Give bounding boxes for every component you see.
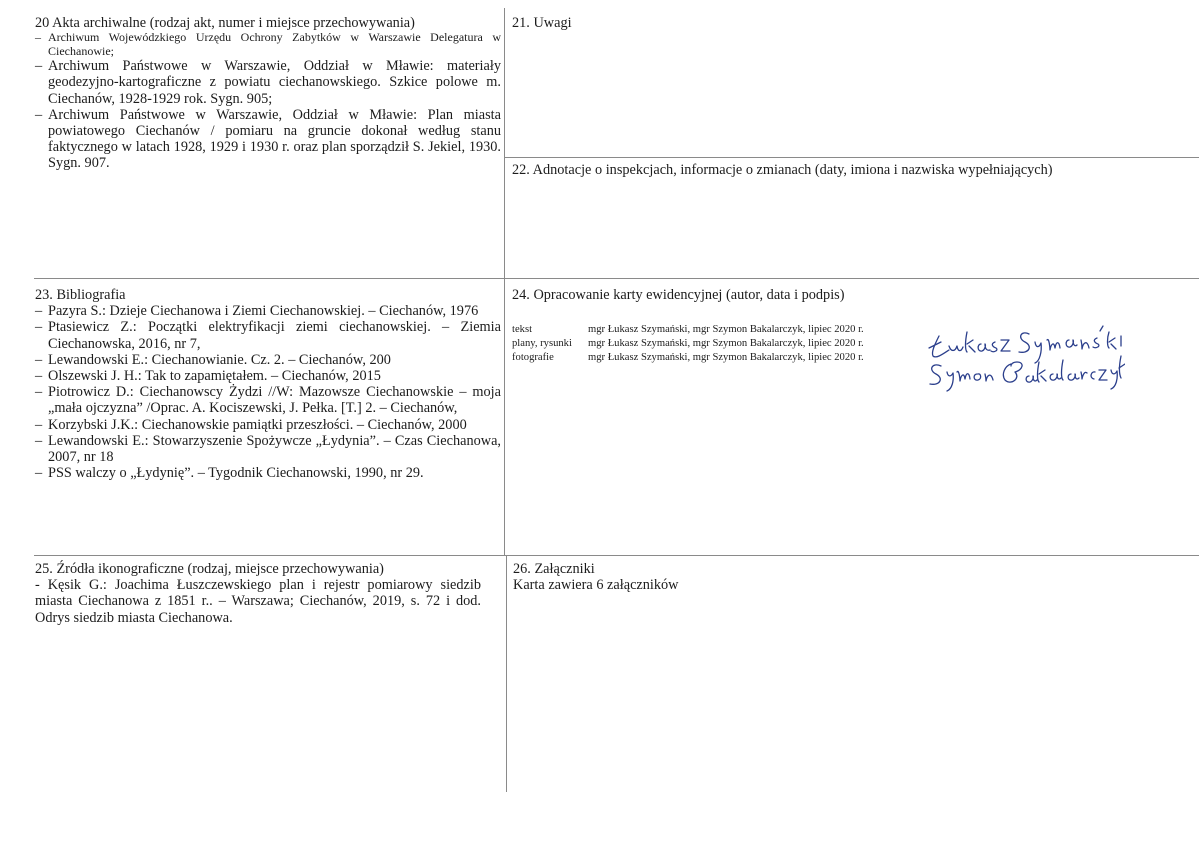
archival-records-list (35, 31, 501, 171)
list-item: – Olszewski J. H.: Tak to zapamiętałem. – Ciechanów, 2015 (35, 368, 501, 384)
section-21-heading: 21. Uwagi (512, 15, 572, 31)
list-item: – Ptasiewicz Z.: Początki elektryfikacji ziemi ciechanowskiej. – Ziemia Ciechanowska, 2016, nr 7, (35, 319, 501, 351)
signature-stroke-1 (929, 336, 949, 357)
section-inspection-notes (512, 162, 1192, 178)
credits-table (512, 323, 864, 364)
row-divider-22 (505, 157, 1199, 158)
row-divider-23 (34, 278, 1199, 279)
credit-label: fotografie (512, 351, 554, 363)
list-item: – Lewandowski E.: Ciechanowianie. Cz. 2. – Ciechanów, 200 (35, 352, 501, 368)
section-24-heading: 24. Opracowanie karty ewidencyjnej (autor, data i podpis) (512, 287, 845, 303)
signature-stroke-4b (1050, 356, 1125, 389)
section-23-heading: 23. Bibliografia (35, 287, 126, 303)
iconographic-source-entry: - Kęsik G.: Joachima Łuszczewskiego plan i rejestr pomiarowy siedzib miasta Ciechanowa z 1851 r.. – Warszawa; Ciechanów, 2019, s. 72 i dod. Odrys siedzib miasta Ciechanowa. (35, 577, 481, 626)
section-card-preparation (512, 287, 1192, 303)
credit-row-plans (512, 337, 864, 351)
section-archival-records (35, 15, 501, 172)
bibliography-list (35, 303, 501, 481)
list-item: – Piotrowicz D.: Ciechanowscy Żydzi //W: Mazowsze Ciechanowskie – moja „mała ojczyzna” /Oprac. A. Kociszewski, J. Pełka. [T.] 2. – Ciechanów, (35, 384, 501, 416)
list-item: – Archiwum Państwowe w Warszawie, Oddział w Mławie: materiały geodezyjno-kartograficzne z powiatu ciechanowskiego. Szkice polowe m. Ciechanów, 1928-1929 rok. Sygn. 905; (35, 58, 501, 107)
list-item: – Pazyra S.: Dzieje Ciechanowa i Ziemi Ciechanowskiej. – Ciechanów, 1976 (35, 303, 501, 319)
section-25-heading: 25. Źródła ikonograficzne (rodzaj, miejsce przechowywania) (35, 561, 384, 577)
credit-label: plany, rysunki (512, 337, 572, 349)
section-22-heading: 22. Adnotacje o inspekcjach, informacje o zmianach (daty, imiona i nazwiska wypełniających) (512, 162, 1053, 178)
list-item: – PSS walczy o „Łydynię”. – Tygodnik Ciechanowski, 1990, nr 29. (35, 465, 501, 481)
signature-stroke-1c (978, 340, 1010, 352)
list-item: – Archiwum Państwowe w Warszawie, Oddział w Mławie: Plan miasta powiatowego Ciechanów / pomiaru na gruncie dokonał według stanu faktycznego w latach 1928, 1929 i 1930 r. oraz plan sporządził S. Jekiel, 1930. Sygn. 907. (35, 107, 501, 172)
signature-stroke-3 (930, 365, 993, 391)
section-remarks (512, 15, 1192, 31)
signature-stroke-2b (1066, 326, 1121, 349)
signature-stroke-4 (1003, 362, 1046, 382)
section-iconographic-sources (35, 561, 481, 626)
credit-row-text (512, 323, 864, 337)
column-divider-lower (506, 556, 507, 792)
credit-value: mgr Łukasz Szymański, mgr Szymon Bakalarczyk, lipiec 2020 r. (588, 337, 864, 349)
section-20-heading: 20 Akta archiwalne (rodzaj akt, numer i miejsce przechowywania) (35, 15, 415, 31)
credit-row-photos (512, 351, 864, 365)
section-bibliography (35, 287, 501, 481)
signature-stroke-1b (949, 332, 975, 352)
attachments-note: Karta zawiera 6 załączników (513, 577, 679, 594)
section-attachments (513, 561, 1113, 593)
section-26-heading: 26. Załączniki (513, 561, 595, 577)
credit-value: mgr Łukasz Szymański, mgr Szymon Bakalarczyk, lipiec 2020 r. (588, 324, 864, 335)
row-divider-25 (34, 555, 1199, 556)
column-divider (504, 8, 505, 556)
signature-stroke-2 (1019, 333, 1060, 363)
signature-drawing (925, 322, 1125, 400)
list-item: – Korzybski J.K.: Ciechanowskie pamiątki przeszłości. – Ciechanów, 2000 (35, 417, 501, 433)
list-item: – Lewandowski E.: Stowarzyszenie Spożywcze „Łydynia”. – Czas Ciechanowa, 2007, nr 18 (35, 433, 501, 465)
credit-value: mgr Łukasz Szymański, mgr Szymon Bakalarczyk, lipiec 2020 r. (588, 351, 864, 363)
handwritten-signatures (925, 322, 1125, 400)
credit-label: tekst (512, 324, 533, 335)
list-item: – Archiwum Wojewódzkiego Urzędu Ochrony Zabytków w Warszawie Delegatura w Ciechanowie; (35, 31, 501, 58)
